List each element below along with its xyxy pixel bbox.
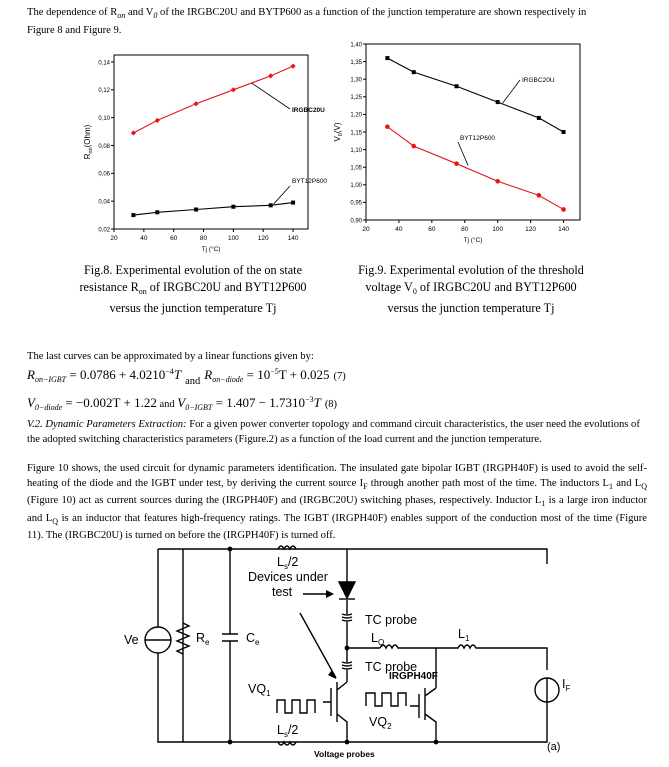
label-devices-under: Devices under	[248, 570, 328, 584]
series-leader-line	[458, 142, 468, 165]
capacitor-ce-symbol	[222, 549, 238, 742]
y-tick-label: 0,12	[98, 88, 110, 95]
figure-10-paragraph: Figure 10 shows, the used circuit for dynamic parameters identification. The insulated gate bipolar IGBT (IRGPH40F) is used to avoid the self-heating of the diode and the IGBT under test, by deriving the current source $I_F$ through another path most of the time. The inductors $L_1$ and $L_Q$ (Figure 10) act as current sources during the (IRGPH40F) and (IRGBC20U) switching phases, respectively. Inductor $L_1$ is a large iron inductor and $L_Q$ is an inductor that features high-frequency ratings. The IGBT (IRGPH40F) enables support of the conduction most of the time (Figure 11). The (IRGBC20U) is turned on before the (IRGPH40F) is turned off.	[27, 463, 648, 542]
data-point	[455, 84, 459, 88]
data-point	[562, 130, 566, 134]
y-tick-label: 1,40	[350, 42, 362, 49]
y-tick-label: 0,95	[350, 200, 362, 207]
x-tick-label: 140	[558, 226, 569, 233]
label-tc-probe-2: TC probe	[365, 660, 418, 674]
x-axis-label: Tj (°C)	[463, 237, 483, 244]
label-ls-bottom: $L_s/2$	[277, 723, 299, 739]
series-leader-line	[274, 186, 290, 204]
y-tick-label: 0,14	[98, 60, 110, 67]
data-point	[537, 193, 542, 198]
y-tick-label: 0,04	[98, 199, 110, 206]
figure-8-chart	[78, 52, 328, 262]
y-tick-label: 1,05	[350, 165, 362, 172]
series-label: BYT12P600	[292, 178, 328, 185]
figure-8-caption: Fig.8. Experimental evolution of the on state resistance $R_{on}$ of IRGBC20U and BYT12P600 versus the junction temperature Tj	[79, 263, 307, 315]
label-irgph40f: IRGPH40F	[389, 671, 438, 682]
label-test: test	[272, 585, 293, 599]
data-point	[561, 207, 566, 212]
data-point	[231, 87, 236, 92]
y-tick-label: 0,10	[98, 115, 110, 122]
series-label: IRGBC20U	[522, 77, 555, 84]
series-label: IRGBC20U	[292, 107, 325, 114]
label-voltage-probes: Voltage probes	[314, 749, 375, 759]
approximation-text: The last curves can be approximated by a linear functions given by:	[27, 351, 314, 362]
series-leader-line	[251, 83, 290, 109]
x-tick-label: 100	[492, 226, 504, 233]
data-point	[290, 64, 295, 69]
data-point	[537, 116, 541, 120]
tc-probe-1-symbol	[342, 614, 352, 621]
intro-paragraph: The dependence of $R_{on}$ and $V_0$ of the IRGBC20U and BYTP600 as a function of the junction temperature are shown respectively in Figure 8 and Figure 9.	[27, 7, 587, 36]
y-tick-label: 1,00	[350, 183, 362, 190]
data-point	[385, 56, 389, 60]
y-tick-label: 0,06	[98, 171, 110, 178]
y-axis-label: $V_0(V)$	[333, 122, 344, 142]
vq1-pulse-train	[277, 700, 315, 713]
data-point	[268, 73, 273, 78]
inductor-l1-symbol	[423, 645, 547, 670]
x-tick-label: 60	[428, 226, 436, 233]
data-point	[454, 161, 459, 166]
tc-probe-2-symbol	[342, 662, 352, 669]
igbt-2-symbol	[425, 650, 436, 742]
x-tick-label: 140	[287, 235, 299, 242]
label-l1: $L_1$	[458, 627, 470, 643]
label-ce: $C_e$	[246, 631, 260, 647]
data-point	[411, 144, 416, 149]
label-ve: Ve	[124, 633, 139, 647]
data-point	[155, 118, 160, 123]
series-leader-line	[503, 80, 520, 103]
label-figure-tag: (a)	[547, 741, 561, 753]
y-tick-label: 1,25	[350, 95, 362, 102]
data-point	[194, 208, 198, 212]
series-line-irgbc20u	[387, 58, 563, 132]
y-tick-label: 1,30	[350, 77, 362, 84]
x-tick-label: 80	[199, 235, 208, 242]
x-tick-label: 60	[170, 235, 178, 242]
data-point	[155, 210, 159, 214]
x-tick-label: 80	[461, 226, 469, 233]
label-tc-probe-1: TC probe	[365, 613, 418, 627]
data-point	[291, 201, 295, 205]
figure-9-chart	[330, 38, 590, 260]
y-tick-label: 1,15	[350, 130, 362, 137]
x-tick-label: 40	[395, 226, 403, 233]
data-point	[385, 124, 390, 129]
y-tick-label: 1,10	[350, 147, 362, 154]
figure-10-circuit	[0, 538, 669, 767]
data-point	[131, 213, 135, 217]
x-tick-label: 20	[110, 235, 118, 242]
label-re: $R_e$	[196, 631, 210, 647]
label-if: $I_F$	[562, 677, 571, 693]
x-tick-label: 120	[525, 226, 537, 233]
equation-7: $R_{on-IGBT} = 0.0786 + 4.0210^{-4}T$ $_{and}$ $R_{on-diode} = 10^{-5}T + 0.025$ (7)	[27, 367, 346, 387]
data-point	[193, 101, 198, 106]
x-tick-label: 120	[257, 235, 269, 242]
y-tick-label: 1,20	[350, 112, 362, 119]
y-tick-label: 0,08	[98, 143, 110, 150]
data-point	[131, 130, 136, 135]
y-tick-label: 0,90	[350, 218, 362, 225]
plot-frame	[114, 55, 308, 229]
section-title: V.2. Dynamic Parameters Extraction:	[27, 419, 187, 430]
label-lq: $L_Q$	[371, 631, 385, 647]
label-vq2: $VQ_2$	[369, 715, 392, 731]
label-ls-top: $L_s/2$	[277, 555, 299, 571]
plot-frame	[366, 44, 580, 220]
vq2-pulse-train	[366, 693, 406, 706]
section-v2-paragraph: V.2. Dynamic Parameters Extraction: For a given power converter topology and command circuit characteristics, the user need the evolutions of the adopted switching characteristics parameters (Figure.2) as a function of the load current and the junction temperature.	[27, 419, 640, 445]
x-tick-label: 100	[227, 235, 239, 242]
igbt-1-symbol	[337, 682, 347, 742]
x-tick-label: 20	[362, 226, 370, 233]
label-vq1: $VQ_1$	[248, 682, 271, 698]
data-point	[495, 179, 500, 184]
figure-9-caption: Fig.9. Experimental evolution of the threshold voltage $V_0$ of IRGBC20U and BYT12P600 versus the junction temperature Tj	[358, 263, 584, 315]
equation-8: $V_{0-diode} = -0.002T + 1.22$ and $V_{0-IGBT} = 1.407 - 1.7310^{-3}T$ (8)	[27, 395, 338, 412]
x-tick-label: 40	[140, 235, 148, 242]
circuit-top-wire	[183, 549, 547, 564]
y-axis-label: $R_{on}(Ohm)$	[83, 124, 94, 160]
data-point	[412, 70, 416, 74]
y-tick-label: 1,35	[350, 59, 362, 66]
data-point	[231, 205, 235, 209]
data-point	[269, 203, 273, 207]
y-tick-label: 0,02	[98, 227, 110, 234]
diode-symbol	[339, 582, 355, 598]
x-axis-label: Tj (°C)	[201, 246, 221, 253]
data-point	[496, 100, 500, 104]
series-label: BYT12P600	[460, 135, 496, 142]
